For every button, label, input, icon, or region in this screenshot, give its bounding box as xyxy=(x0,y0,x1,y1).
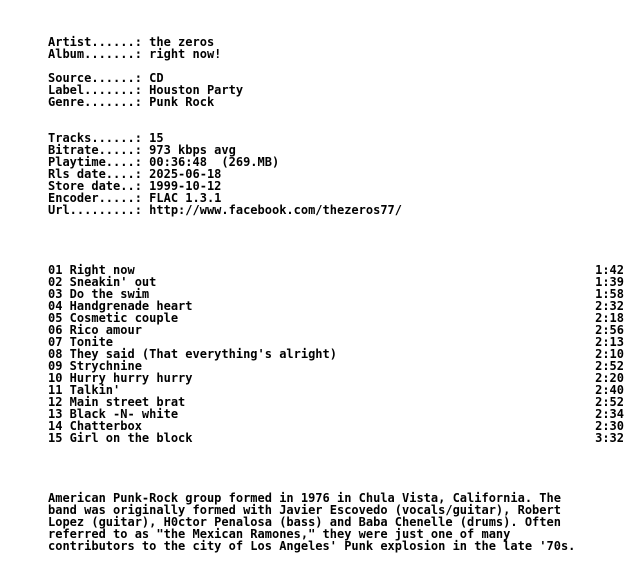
track-title: 05 Cosmetic couple xyxy=(48,311,179,325)
genre-line: Genre.......: Punk Rock xyxy=(48,95,215,109)
track-title: 15 Girl on the block xyxy=(48,431,193,445)
track-time: 2:32 xyxy=(595,299,624,313)
description-line: contributors to the city of Los Angeles' Punk explosion in the late '70s. xyxy=(48,539,576,553)
description-line: American Punk-Rock group formed in 1976 in Chula Vista, California. The xyxy=(48,491,561,505)
encoder-line: Encoder.....: FLAC 1.3.1 xyxy=(48,191,222,205)
track-title: 02 Sneakin' out xyxy=(48,275,157,289)
track-time: 2:56 xyxy=(595,323,624,337)
track-time: 2:13 xyxy=(595,335,624,349)
track-title: 08 They said (That everything's alright) xyxy=(48,347,337,361)
track-row xyxy=(48,432,624,444)
track-time: 2:52 xyxy=(595,395,624,409)
track-title: 14 Chatterbox xyxy=(48,419,142,433)
bitrate-line: Bitrate.....: 973 kbps avg xyxy=(48,143,236,157)
track-time: 2:34 xyxy=(595,407,624,421)
track-time: 1:39 xyxy=(595,275,624,289)
track-title: 10 Hurry hurry hurry xyxy=(48,371,193,385)
description-line: band was originally formed with Javier Escovedo (vocals/guitar), Robert xyxy=(48,503,561,517)
url-line: Url.........: http://www.facebook.com/thezeros77/ xyxy=(48,203,403,217)
playtime-line: Playtime....: 00:36:48 (269.MB) xyxy=(48,155,280,169)
track-title: 12 Main street brat xyxy=(48,395,186,409)
release-date-line: Rls date....: 2025-06-18 xyxy=(48,167,222,181)
track-title: 01 Right now xyxy=(48,263,135,277)
label-line: Label.......: Houston Party xyxy=(48,83,244,97)
tracks-line: Tracks......: 15 xyxy=(48,131,164,145)
track-title: 09 Strychnine xyxy=(48,359,142,373)
artist-line: Artist......: the zeros xyxy=(48,35,215,49)
track-title: 04 Handgrenade heart xyxy=(48,299,193,313)
track-title: 03 Do the swim xyxy=(48,287,150,301)
track-time: 2:10 xyxy=(595,347,624,361)
track-row xyxy=(48,372,624,384)
track-title: 07 Tonite xyxy=(48,335,114,349)
store-date-line: Store date..: 1999-10-12 xyxy=(48,179,222,193)
description-line: Lopez (guitar), H0ctor Penalosa (bass) and Baba Chenelle (drums). Often xyxy=(48,515,561,529)
band-description xyxy=(48,492,628,552)
track-time: 2:20 xyxy=(595,371,624,385)
track-title: 13 Black -N- white xyxy=(48,407,179,421)
track-time: 2:18 xyxy=(595,311,624,325)
description-line: referred to as "the Mexican Ramones," they were just one of many xyxy=(48,527,511,541)
track-time: 1:58 xyxy=(595,287,624,301)
track-time: 2:30 xyxy=(595,419,624,433)
track-row xyxy=(48,324,624,336)
track-time: 2:40 xyxy=(595,383,624,397)
tracklist xyxy=(48,264,628,444)
track-title: 11 Talkin' xyxy=(48,383,121,397)
track-title: 06 Rico amour xyxy=(48,323,142,337)
track-time: 2:52 xyxy=(595,359,624,373)
track-time: 3:32 xyxy=(595,431,624,445)
track-time: 1:42 xyxy=(595,263,624,277)
source-line: Source......: CD xyxy=(48,71,164,85)
album-line: Album.......: right now! xyxy=(48,47,222,61)
nfo-document xyxy=(48,36,628,552)
